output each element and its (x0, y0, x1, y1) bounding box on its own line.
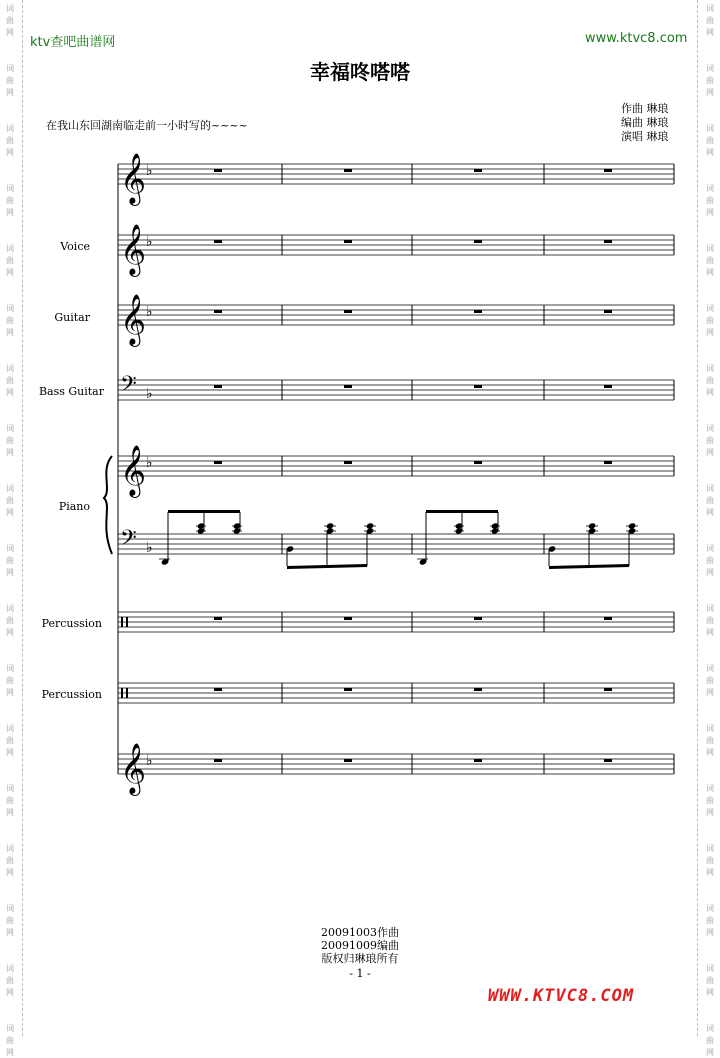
whole-rest (474, 461, 482, 464)
watermark-char: 曲 (706, 496, 714, 505)
whole-rest (474, 617, 482, 620)
watermark-char: 词 (706, 724, 714, 733)
watermark-char: 曲 (6, 256, 14, 265)
watermark-char: 曲 (706, 376, 714, 385)
watermark-char: 曲 (706, 736, 714, 745)
watermark-char: 词 (706, 184, 714, 193)
watermark-char: 网 (706, 928, 714, 937)
watermark-char: 词 (706, 124, 714, 133)
watermark-char: 网 (6, 808, 14, 817)
note-beam (426, 510, 498, 513)
watermark-char: 曲 (706, 136, 714, 145)
whole-rest (344, 169, 352, 172)
whole-rest (344, 385, 352, 388)
watermark-char: 曲 (706, 976, 714, 985)
percussion-clef (121, 688, 123, 698)
whole-rest (604, 240, 612, 243)
watermark-char: 词 (6, 244, 14, 253)
watermark-char: 词 (6, 784, 14, 793)
watermark-char: 曲 (6, 916, 14, 925)
key-flat: ♭ (146, 753, 153, 769)
footer-copyright: 版权归琳琅所有 (321, 952, 399, 965)
bottom-site-logo[interactable]: WWW.KTVC8.COM (488, 986, 635, 1006)
note-beam (168, 510, 240, 513)
whole-rest (604, 759, 612, 762)
watermark-char: 网 (6, 448, 14, 457)
key-flat: ♭ (146, 304, 153, 320)
watermark-char: 网 (706, 328, 714, 337)
whole-rest (214, 240, 222, 243)
watermark-char: 网 (6, 88, 14, 97)
watermark-char: 网 (6, 1048, 14, 1057)
watermark-char: 曲 (6, 16, 14, 25)
whole-rest (344, 461, 352, 464)
whole-rest (344, 617, 352, 620)
key-flat: ♭ (146, 455, 153, 471)
watermark-char: 词 (706, 4, 714, 13)
watermark-char: 曲 (706, 16, 714, 25)
whole-rest (214, 461, 222, 464)
watermark-char: 词 (6, 844, 14, 853)
watermark-char: 曲 (706, 76, 714, 85)
watermark-char: 网 (706, 628, 714, 637)
watermark-char: 词 (6, 424, 14, 433)
watermark-char: 词 (6, 184, 14, 193)
watermark-char: 词 (6, 364, 14, 373)
watermark-char: 词 (706, 484, 714, 493)
watermark-char: 词 (706, 424, 714, 433)
composition-note: 在我山东回湖南临走前一小时写的~~~~ (46, 119, 248, 132)
watermark-char: 网 (6, 688, 14, 697)
watermark-char: 网 (6, 388, 14, 397)
watermark-char: 曲 (6, 556, 14, 565)
watermark-char: 网 (6, 988, 14, 997)
watermark-char: 词 (706, 64, 714, 73)
watermark-char: 词 (6, 484, 14, 493)
watermark-char: 网 (6, 928, 14, 937)
whole-rest (474, 240, 482, 243)
key-flat: ♭ (146, 386, 153, 402)
instrument-label-piano: Piano (58, 500, 90, 513)
page-number: - 1 - (349, 967, 371, 980)
footer-compose-date: 20091003作曲 (321, 926, 399, 939)
singer-credit: 演唱 琳琅 (621, 130, 669, 143)
watermark-char: 网 (706, 148, 714, 157)
whole-rest (604, 385, 612, 388)
watermark-char: 曲 (6, 676, 14, 685)
watermark-char: 词 (706, 844, 714, 853)
watermark-char: 曲 (6, 736, 14, 745)
watermark-char: 词 (706, 604, 714, 613)
key-flat: ♭ (146, 540, 153, 556)
footer-arrange-date: 20091009编曲 (321, 939, 399, 952)
watermark-char: 曲 (706, 676, 714, 685)
watermark-char: 曲 (706, 556, 714, 565)
whole-rest (604, 688, 612, 691)
whole-rest (604, 310, 612, 313)
watermark-char: 网 (706, 868, 714, 877)
watermark-char: 网 (706, 688, 714, 697)
watermark-char: 网 (6, 628, 14, 637)
watermark-char: 曲 (706, 436, 714, 445)
watermark-char: 曲 (6, 1036, 14, 1045)
watermark-char: 网 (706, 748, 714, 757)
header-site-name[interactable]: ktv查吧曲谱网 (30, 35, 116, 50)
watermark-char: 曲 (6, 196, 14, 205)
watermark-char: 词 (6, 724, 14, 733)
whole-rest (604, 169, 612, 172)
whole-rest (474, 759, 482, 762)
whole-rest (344, 759, 352, 762)
watermark-char: 词 (706, 964, 714, 973)
watermark-char: 词 (706, 664, 714, 673)
watermark-char: 网 (706, 208, 714, 217)
instrument-label-bass: Bass Guitar (38, 385, 104, 398)
watermark-char: 曲 (6, 76, 14, 85)
watermark-char: 词 (6, 124, 14, 133)
whole-rest (344, 240, 352, 243)
watermark-char: 曲 (6, 136, 14, 145)
watermark-char: 曲 (6, 616, 14, 625)
whole-rest (344, 310, 352, 313)
watermark-char: 网 (706, 1048, 714, 1057)
watermark-char: 词 (706, 784, 714, 793)
whole-rest (214, 617, 222, 620)
watermark-char: 词 (706, 244, 714, 253)
composer-credit: 作曲 琳琅 (621, 102, 669, 115)
watermark-char: 曲 (706, 316, 714, 325)
watermark-char: 词 (6, 664, 14, 673)
watermark-char: 网 (6, 268, 14, 277)
watermark-char: 曲 (706, 196, 714, 205)
whole-rest (214, 169, 222, 172)
bass-clef: 𝄢 (120, 526, 137, 556)
watermark-char: 词 (706, 544, 714, 553)
watermark-char: 网 (706, 28, 714, 37)
whole-rest (474, 310, 482, 313)
watermark-char: 词 (6, 304, 14, 313)
instrument-label-percussion-2: Percussion (41, 688, 102, 701)
watermark-char: 词 (706, 1024, 714, 1033)
watermark-char: 曲 (6, 796, 14, 805)
watermark-char: 曲 (6, 496, 14, 505)
watermark-char: 曲 (706, 1036, 714, 1045)
watermark-char: 词 (6, 544, 14, 553)
watermark-char: 词 (6, 4, 14, 13)
whole-rest (474, 688, 482, 691)
watermark-char: 网 (6, 748, 14, 757)
instrument-label-guitar: Guitar (54, 311, 90, 324)
whole-rest (474, 385, 482, 388)
watermark-char: 词 (706, 304, 714, 313)
watermark-char: 词 (6, 904, 14, 913)
watermark-char: 词 (6, 604, 14, 613)
watermark-char: 曲 (6, 436, 14, 445)
key-flat: ♭ (146, 234, 153, 250)
footer-credits (0, 926, 720, 980)
watermark-char: 网 (706, 388, 714, 397)
piano-brace (104, 456, 112, 554)
song-title: 幸福咚嗒嗒 (310, 60, 410, 84)
watermark-char: 网 (6, 208, 14, 217)
treble-clef: 𝄞 (120, 445, 147, 496)
treble-clef: 𝄞 (120, 153, 147, 204)
watermark-char: 词 (6, 1024, 14, 1033)
watermark-char: 曲 (6, 376, 14, 385)
percussion-clef (126, 617, 128, 627)
percussion-clef (121, 617, 123, 627)
watermark-char: 词 (706, 904, 714, 913)
watermark-char: 网 (706, 268, 714, 277)
watermark-char: 网 (706, 88, 714, 97)
watermark-char: 曲 (706, 616, 714, 625)
bass-clef: 𝄢 (120, 372, 137, 402)
watermark-char: 网 (706, 808, 714, 817)
key-flat: ♭ (146, 163, 153, 179)
watermark-char: 词 (706, 364, 714, 373)
whole-rest (214, 688, 222, 691)
header-site-url[interactable]: www.ktvc8.com (585, 31, 688, 46)
watermark-char: 词 (6, 64, 14, 73)
watermark-char: 网 (706, 568, 714, 577)
treble-clef: 𝄞 (120, 224, 147, 275)
watermark-char: 曲 (6, 856, 14, 865)
whole-rest (604, 461, 612, 464)
watermark-char: 曲 (706, 256, 714, 265)
watermark-char: 词 (6, 964, 14, 973)
whole-rest (214, 385, 222, 388)
percussion-clef (126, 688, 128, 698)
treble-clef: 𝄞 (120, 294, 147, 345)
whole-rest (604, 617, 612, 620)
watermark-char: 曲 (6, 316, 14, 325)
whole-rest (344, 688, 352, 691)
watermark-char: 网 (6, 28, 14, 37)
watermark-char: 网 (6, 868, 14, 877)
watermark-char: 曲 (6, 976, 14, 985)
instrument-label-percussion-1: Percussion (41, 617, 102, 630)
arranger-credit: 编曲 琳琅 (621, 116, 669, 129)
watermark-char: 网 (6, 508, 14, 517)
watermark-char: 曲 (706, 856, 714, 865)
whole-rest (474, 169, 482, 172)
watermark-char: 网 (706, 448, 714, 457)
watermark-char: 网 (706, 508, 714, 517)
treble-clef: 𝄞 (120, 743, 147, 794)
instrument-label-voice: Voice (60, 240, 90, 253)
whole-rest (214, 310, 222, 313)
watermark-char: 曲 (706, 796, 714, 805)
watermark-char: 网 (6, 148, 14, 157)
watermark-char: 网 (6, 568, 14, 577)
whole-rest (214, 759, 222, 762)
watermark-char: 网 (706, 988, 714, 997)
watermark-char: 曲 (706, 916, 714, 925)
watermark-char: 网 (6, 328, 14, 337)
